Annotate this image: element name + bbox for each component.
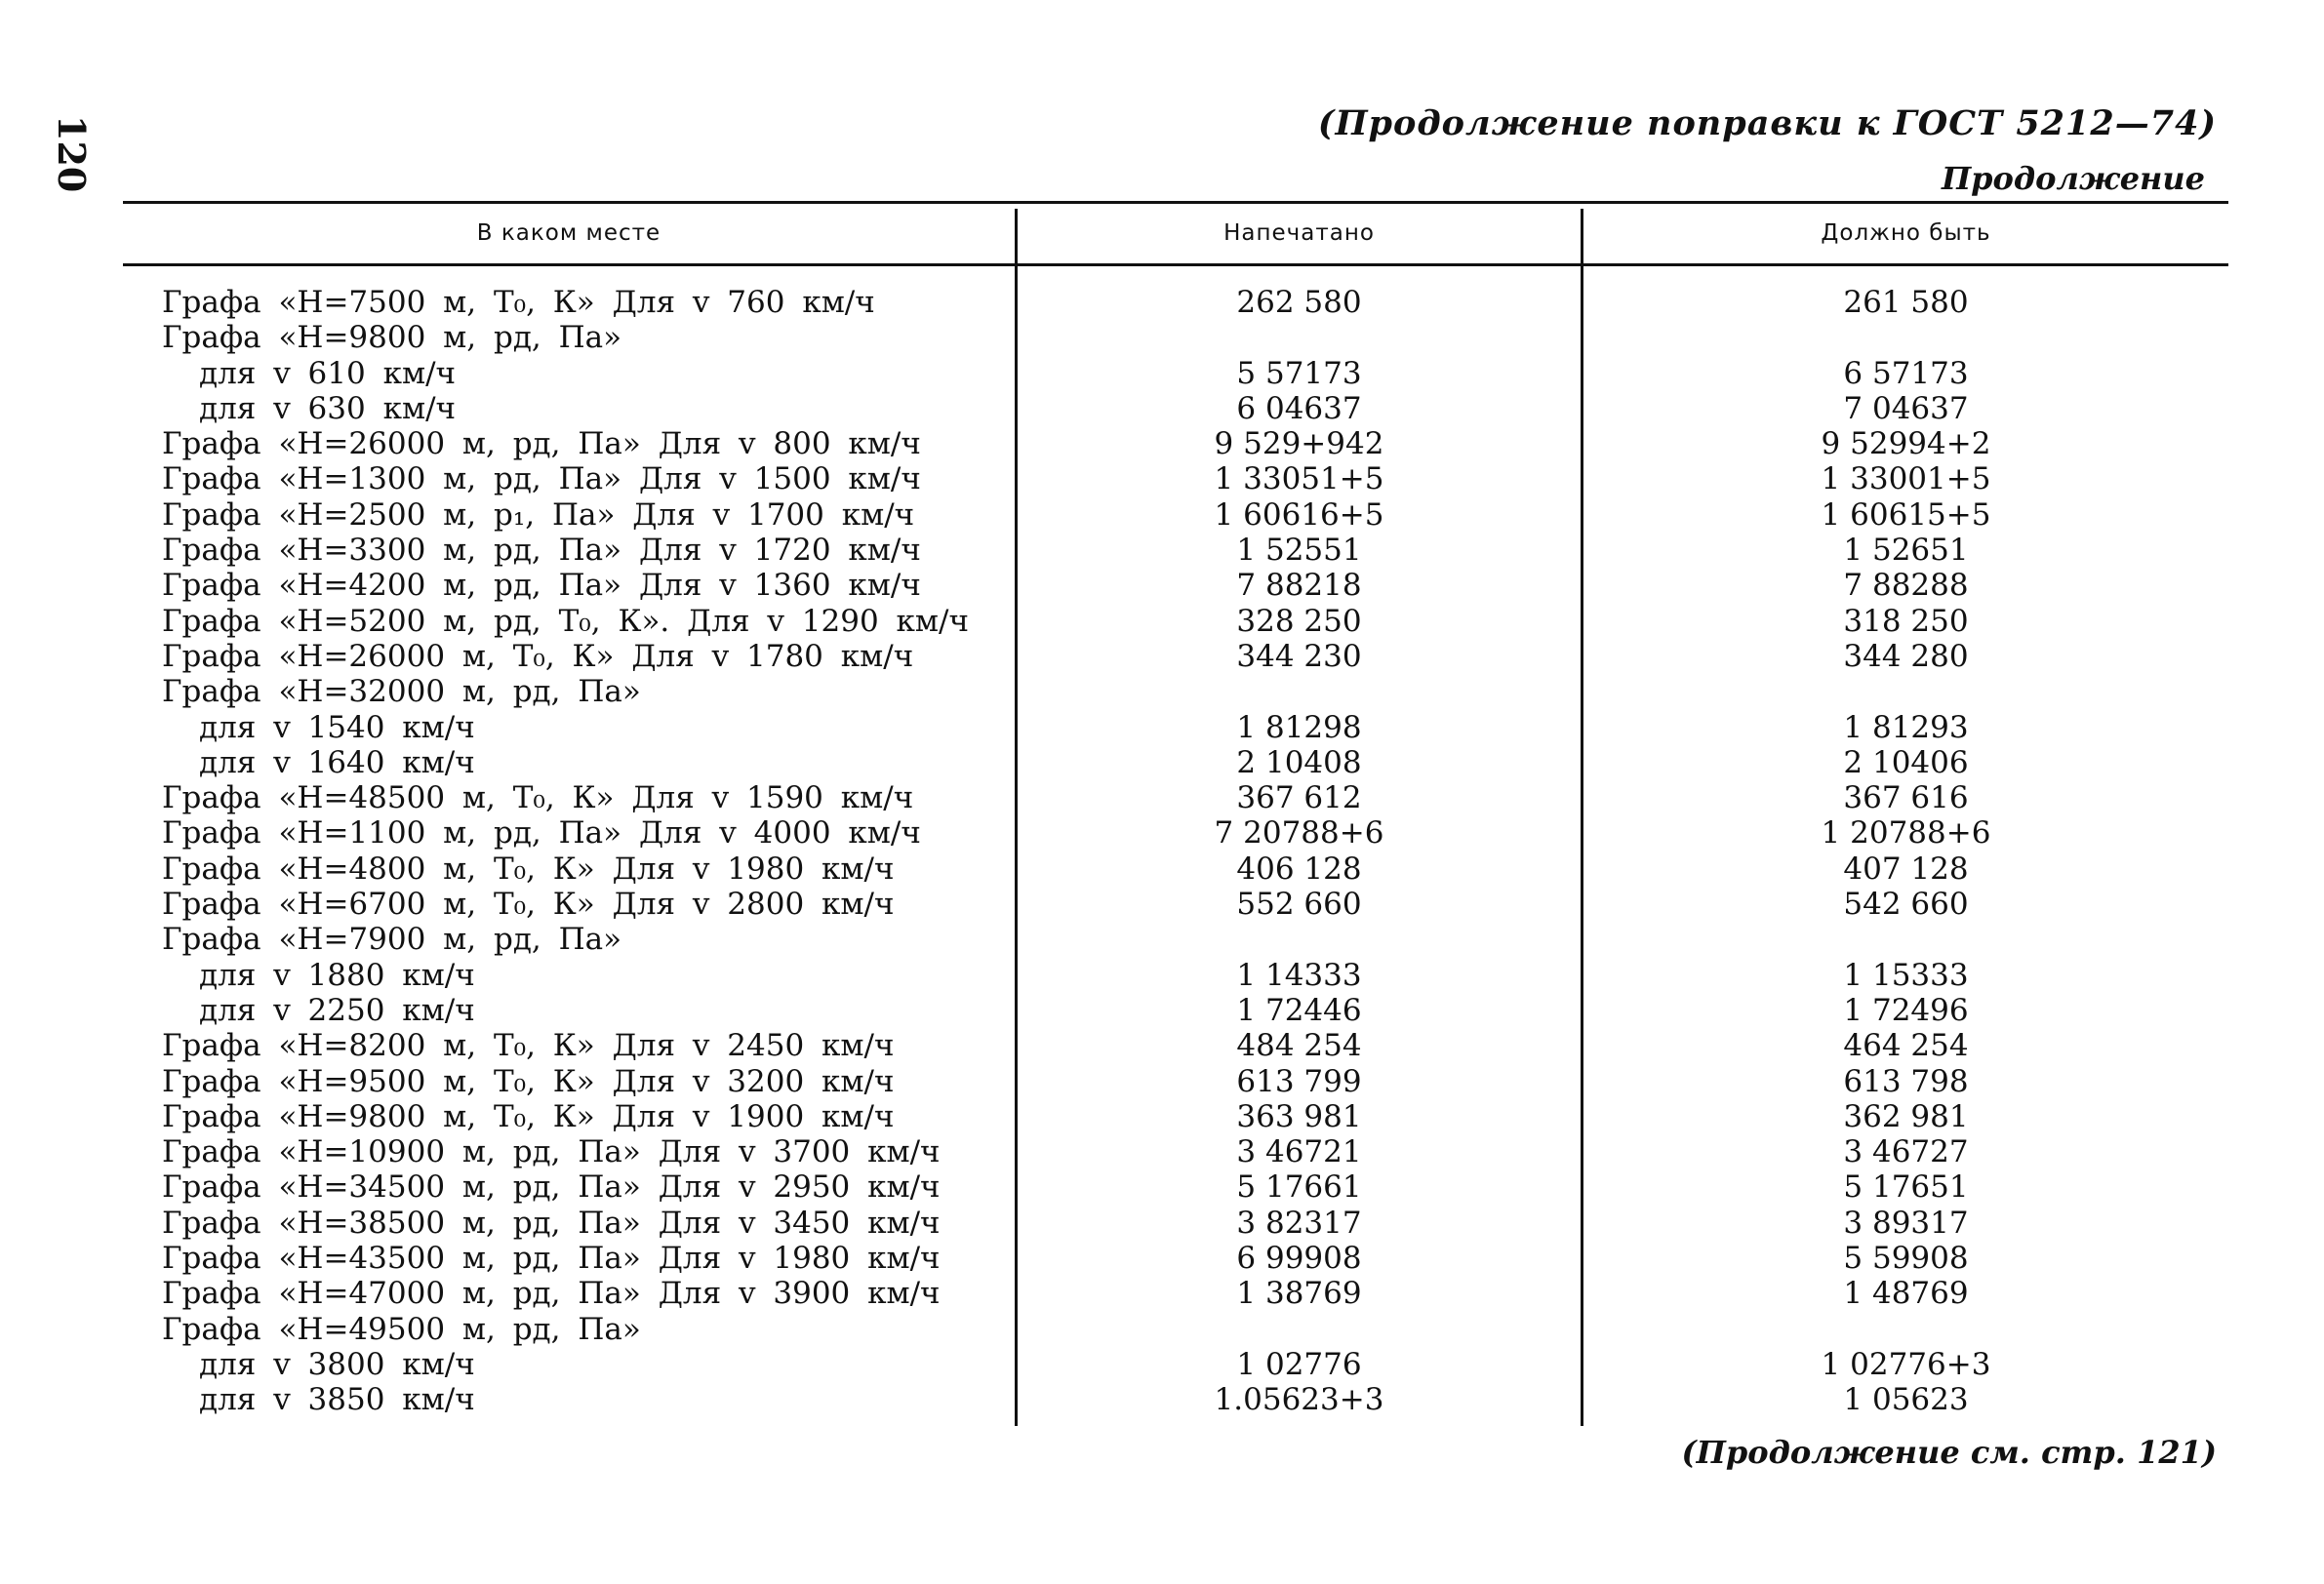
table-row <box>0 887 2324 922</box>
cell-correct: 7 88288 <box>1843 568 1969 604</box>
cell-correct: 3 46727 <box>1843 1134 1969 1170</box>
cell-printed: 1 60616+5 <box>1214 496 1384 533</box>
page-number: 120 <box>50 115 94 193</box>
cell-place: для v 1540 км/ч <box>199 709 475 745</box>
cell-correct: 3 89317 <box>1843 1205 1969 1241</box>
cell-place: Графа «H=48500 м, Т₀, К» Для v 1590 км/ч <box>162 780 914 816</box>
cell-printed: 484 254 <box>1236 1028 1362 1064</box>
cell-correct: 1 05623 <box>1843 1382 1969 1418</box>
cell-place: Графа «H=1100 м, pд, Па» Для v 4000 км/ч <box>162 815 921 851</box>
cell-place: Графа «H=5200 м, pд, Т₀, К». Для v 1290 км/ч <box>162 603 969 639</box>
cell-printed: 9 529+942 <box>1214 426 1384 462</box>
cell-printed: 3 82317 <box>1236 1205 1362 1241</box>
cell-place: Графа «H=26000 м, pд, Па» Для v 800 км/ч <box>162 426 921 462</box>
cell-place: Графа «H=1300 м, pд, Па» Для v 1500 км/ч <box>162 461 921 497</box>
cell-printed: 1.05623+3 <box>1214 1382 1384 1418</box>
table-row <box>0 993 2324 1028</box>
cell-place: Графа «H=3300 м, pд, Па» Для v 1720 км/ч <box>162 533 921 569</box>
cell-place: Графа «H=9800 м, Т₀, К» Для v 1900 км/ч <box>162 1098 895 1134</box>
cell-correct: 1 15333 <box>1843 957 1969 993</box>
table-body <box>0 285 2324 1418</box>
cell-printed: 367 612 <box>1236 780 1362 816</box>
table-row <box>0 1134 2324 1169</box>
cell-printed: 406 128 <box>1236 851 1362 887</box>
cell-place: для v 610 км/ч <box>199 355 457 391</box>
table-row <box>0 533 2324 568</box>
cell-correct: 7 04637 <box>1843 390 1969 426</box>
cell-place: Графа «H=43500 м, pд, Па» Для v 1980 км/ч <box>162 1241 941 1277</box>
cell-place: Графа «H=7900 м, pд, Па» <box>162 922 622 958</box>
table-row <box>0 958 2324 993</box>
cell-correct: 5 17651 <box>1843 1169 1969 1206</box>
cell-correct: 1 81293 <box>1843 709 1969 745</box>
cell-place: для v 3850 км/ч <box>199 1382 475 1418</box>
cell-printed: 7 20788+6 <box>1214 815 1384 851</box>
cell-place: Графа «H=49500 м, pд, Па» <box>162 1311 641 1347</box>
table-row <box>0 320 2324 355</box>
column-header-printed: Напечатано <box>1223 220 1375 246</box>
cell-printed: 1 33051+5 <box>1214 461 1384 497</box>
cell-place: Графа «H=8200 м, Т₀, К» Для v 2450 км/ч <box>162 1028 895 1064</box>
table-row <box>0 674 2324 709</box>
cell-printed: 344 230 <box>1236 638 1362 674</box>
cell-printed: 6 99908 <box>1236 1241 1362 1277</box>
cell-correct: 613 798 <box>1843 1063 1969 1099</box>
table-row <box>0 1276 2324 1311</box>
cell-printed: 1 52551 <box>1236 533 1362 569</box>
cell-correct: 1 48769 <box>1843 1276 1969 1312</box>
table-row <box>0 1169 2324 1205</box>
cell-printed: 1 81298 <box>1236 709 1362 745</box>
cell-correct: 1 20788+6 <box>1821 815 1991 851</box>
table-row <box>0 815 2324 851</box>
cell-place: Графа «H=4800 м, Т₀, К» Для v 1980 км/ч <box>162 851 895 887</box>
cell-printed: 1 14333 <box>1236 957 1362 993</box>
cell-place: Графа «H=47000 м, pд, Па» Для v 3900 км/ч <box>162 1276 941 1312</box>
cell-correct: 1 33001+5 <box>1821 461 1991 497</box>
cell-place: для v 3800 км/ч <box>199 1346 475 1382</box>
cell-correct: 1 72496 <box>1843 992 1969 1028</box>
cell-printed: 1 02776 <box>1236 1346 1362 1382</box>
table-row <box>0 461 2324 496</box>
cell-printed: 552 660 <box>1236 887 1362 923</box>
table-row <box>0 1064 2324 1099</box>
cell-printed: 1 38769 <box>1236 1276 1362 1312</box>
cell-printed: 3 46721 <box>1236 1134 1362 1170</box>
table-header-rule <box>123 263 2228 266</box>
cell-printed: 1 72446 <box>1236 992 1362 1028</box>
cell-printed: 5 57173 <box>1236 355 1362 391</box>
table-top-rule <box>123 201 2228 204</box>
cell-correct: 9 52994+2 <box>1821 426 1991 462</box>
table-row <box>0 1241 2324 1276</box>
cell-printed: 262 580 <box>1236 285 1362 320</box>
cell-printed: 7 88218 <box>1236 568 1362 604</box>
table-row <box>0 745 2324 780</box>
cell-place: Графа «H=7500 м, Т₀, К» Для v 760 км/ч <box>162 285 875 320</box>
cell-correct: 407 128 <box>1843 851 1969 887</box>
table-row <box>0 426 2324 461</box>
cell-correct: 1 52651 <box>1843 533 1969 569</box>
table-row <box>0 568 2324 603</box>
cell-place: Графа «H=9500 м, Т₀, К» Для v 3200 км/ч <box>162 1063 895 1099</box>
cell-correct: 362 981 <box>1843 1098 1969 1134</box>
table-row <box>0 1347 2324 1382</box>
cell-place: Графа «H=26000 м, Т₀, К» Для v 1780 км/ч <box>162 638 914 674</box>
cell-place: для v 630 км/ч <box>199 390 457 426</box>
column-header-correct: Должно быть <box>1821 220 1991 246</box>
table-row <box>0 780 2324 815</box>
column-header-place: В каком месте <box>476 220 661 246</box>
cell-printed: 5 17661 <box>1236 1169 1362 1206</box>
table-row <box>0 1206 2324 1241</box>
continuation-note: (Продолжение см. стр. 121) <box>1681 1434 2217 1471</box>
cell-place: Графа «H=10900 м, pд, Па» Для v 3700 км/ч <box>162 1134 941 1170</box>
cell-correct: 542 660 <box>1843 887 1969 923</box>
cell-place: Графа «H=2500 м, p₁, Па» Для v 1700 км/ч <box>162 496 915 533</box>
table-row <box>0 639 2324 674</box>
cell-place: Графа «H=4200 м, pд, Па» Для v 1360 км/ч <box>162 568 921 604</box>
table-row <box>0 1028 2324 1063</box>
cell-place: Графа «H=6700 м, Т₀, К» Для v 2800 км/ч <box>162 887 895 923</box>
table-row <box>0 356 2324 391</box>
cell-correct: 344 280 <box>1843 638 1969 674</box>
table-row <box>0 710 2324 745</box>
cell-correct: 2 10406 <box>1843 744 1969 780</box>
cell-correct: 318 250 <box>1843 603 1969 639</box>
cell-correct: 5 59908 <box>1843 1241 1969 1277</box>
cell-printed: 613 799 <box>1236 1063 1362 1099</box>
cell-printed: 328 250 <box>1236 603 1362 639</box>
cell-printed: 6 04637 <box>1236 390 1362 426</box>
cell-place: Графа «H=34500 м, pд, Па» Для v 2950 км/ч <box>162 1169 941 1206</box>
cell-correct: 1 60615+5 <box>1821 496 1991 533</box>
continuation-label: Продолжение <box>1941 160 2205 197</box>
cell-place: Графа «H=32000 м, pд, Па» <box>162 674 641 710</box>
table-row <box>0 285 2324 320</box>
cell-place: Графа «H=38500 м, pд, Па» Для v 3450 км/ч <box>162 1205 941 1241</box>
cell-printed: 2 10408 <box>1236 744 1362 780</box>
table-row <box>0 1312 2324 1347</box>
cell-correct: 261 580 <box>1843 285 1969 320</box>
table-row <box>0 922 2324 957</box>
cell-place: Графа «H=9800 м, pд, Па» <box>162 320 622 356</box>
cell-correct: 367 616 <box>1843 780 1969 816</box>
table-row <box>0 1382 2324 1417</box>
table-row <box>0 604 2324 639</box>
cell-place: для v 1640 км/ч <box>199 744 475 780</box>
table-row <box>0 1099 2324 1134</box>
document-heading: (Продолжение поправки к ГОСТ 5212—74) <box>1317 103 2217 143</box>
cell-correct: 6 57173 <box>1843 355 1969 391</box>
table-row <box>0 391 2324 426</box>
cell-place: для v 1880 км/ч <box>199 957 475 993</box>
table-row <box>0 497 2324 533</box>
cell-place: для v 2250 км/ч <box>199 992 475 1028</box>
cell-correct: 1 02776+3 <box>1821 1346 1991 1382</box>
table-row <box>0 851 2324 887</box>
cell-correct: 464 254 <box>1843 1028 1969 1064</box>
cell-printed: 363 981 <box>1236 1098 1362 1134</box>
